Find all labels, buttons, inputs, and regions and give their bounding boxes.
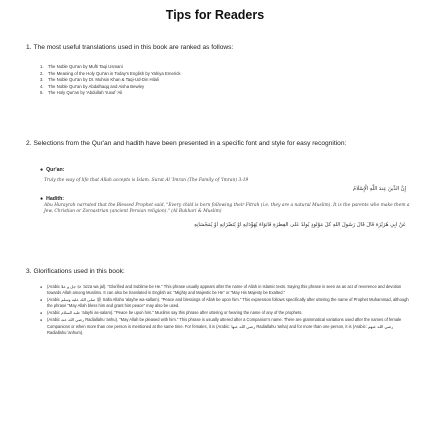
section-2-heading-text: Selections from the Qur'an and hadith have been presented in a specific font and style for easy recognition: xyxy=(33,140,347,147)
bullet-icon: ● xyxy=(40,167,44,173)
section-2-number: 2. xyxy=(26,140,32,147)
section-3-number: 3. xyxy=(26,268,32,275)
list-item: ● (Arabic ﷻ جل و علا 'azza wa jal). "Glorified and Sublime be He." This phrase usually appears after the name of Allah in Islamic texts. Saying this phrase is seen as an act of reverence and devotion towards Allah among Muslims. It can also be translated in English as: "Mighty and Majestic be He" or "May His Majesty be Exalted." xyxy=(40,284,412,296)
list-item: ● (Arabic عليه السلام 'alayhi as-salam). "Peace be upon him." Muslims say this phrase after uttering or hearing the name of any of the prophets. xyxy=(40,310,412,316)
section-2-heading xyxy=(26,140,412,148)
bullet-icon: ● xyxy=(40,196,44,202)
list-item: 5. The Holy Qur'an by 'Abdullah Yusuf 'Ali xyxy=(40,90,123,95)
list-item: 4. The Noble Qur'an by Abdalhaqq and Aisha Bewley xyxy=(40,83,145,89)
hadith-subhead: ● Hadith: xyxy=(40,196,65,202)
list-item: 1. The Noble Qur'an by Mufti Taqi Usmani xyxy=(40,64,123,69)
quran-subhead: ● Qur'an: xyxy=(40,167,65,173)
section-1-heading-text: The most useful translations used in this book are ranked as follows: xyxy=(33,44,234,51)
page-title: Tips for Readers xyxy=(165,8,265,22)
list-item: ● (Arabic رضي الله عنه Radiallahu 'anhu). "May Allah be pleased with him." This phrase is usually uttered after a Companion's name. There are grammatical variations used after the names of female Companions or when more than one person is mentioned at the same time. For females, it is (Arabic: رضي الله عنها Radiallahu 'anha) and for more than one person, it is (Arabic: رضي الله عنهم Radiallahu 'anhum). xyxy=(40,317,412,335)
translations-list xyxy=(40,64,181,97)
section-1-heading xyxy=(26,44,412,52)
section-1-number: 1. xyxy=(26,44,32,51)
quran-quote: Truly the way of life that Allah accepts is Islam. Surat Al 'Imran (The Family of 'Imran) 3:19 xyxy=(44,178,249,183)
list-item: 2. The Meaning of the Holy Qur'an in Today's English by Yahiya Emerick xyxy=(40,70,181,76)
glorifications-list xyxy=(40,284,412,337)
hadith-quote: Abu Hurayrah narrated that the Blessed Prophet said, "Every child is born following their Fitrah (i.e. they are a natural Muslim). It is the parents who make them a Jew, Christian or Zoroastrian (ancient Persian religion)." (Al Bukhari & Muslim) xyxy=(44,203,410,214)
section-3-heading xyxy=(26,268,412,276)
quran-arabic: إِنَّ الدِّينَ عِندَ اللَّهِ الْإِسْلَامُ xyxy=(353,186,406,192)
section-3-heading-text: Glorifications used in this book: xyxy=(33,268,125,275)
list-item: 3. The Noble Qur'an by Dr. Muhsin Khan & Taqi-Ud-Din Hilali xyxy=(40,77,159,82)
list-item: ● (Arabic ﷺ صلى الله عليه وسلم Salla Allahu 'alayhe wa-sallam). "Peace and blessings of Allah be upon him." This expression follows specifically after uttering the name of Prophet Muhammad, although the phrase "May Allah bless him and grant him peace" may also be used. xyxy=(40,297,412,309)
hadith-arabic: عَنْ أَبِي هُرَيْرَةَ قَالَ قَالَ رَسُولُ اللَّهِ كُلُّ مَوْلُودٍ يُولَدُ عَلَى الْفِطْرَةِ فَأَبَوَاهُ يُهَوِّدَانِهِ أَوْ يُنَصِّرَانِهِ أَوْ يُمَجِّسَانِهِ xyxy=(194,222,406,228)
